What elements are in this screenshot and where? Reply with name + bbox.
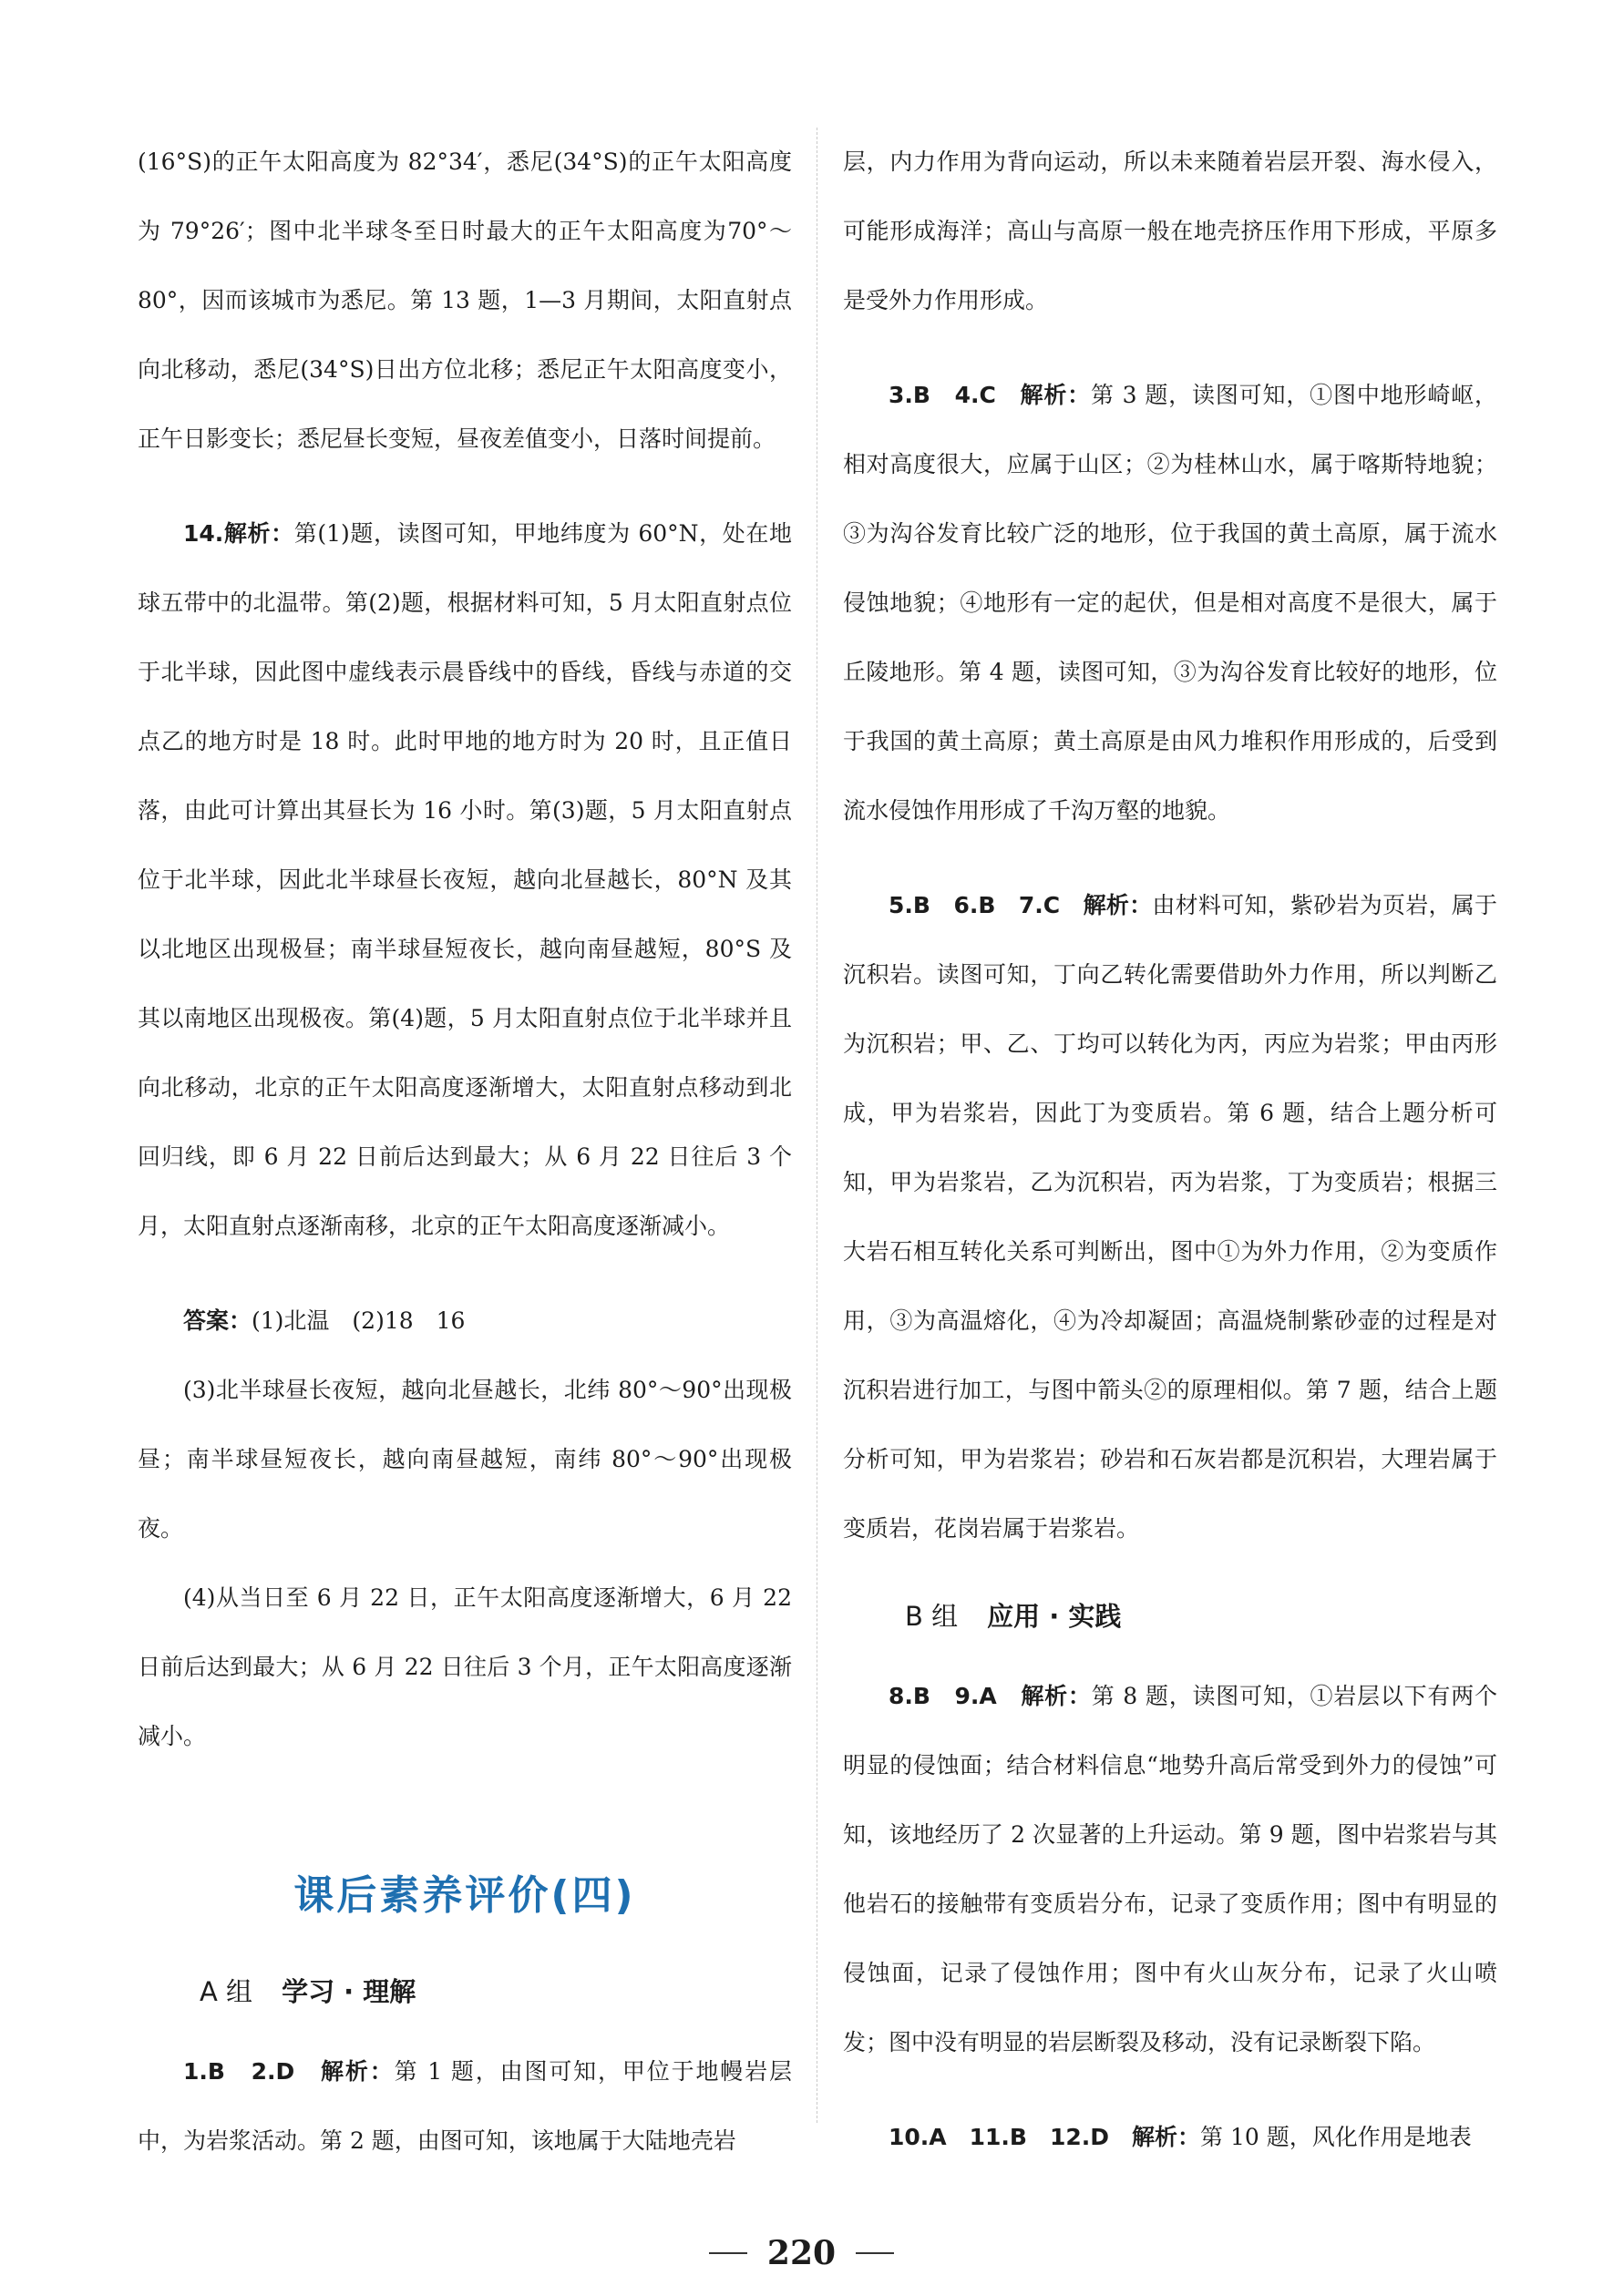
answer-label: 10.A 11.B 12.D 解析： bbox=[889, 2124, 1201, 2150]
answer-label: 8.B 9.A 解析： bbox=[889, 1683, 1092, 1709]
answer-item-3 bbox=[843, 361, 1497, 846]
answer-label: 3.B 4.C 解析： bbox=[889, 382, 1092, 408]
answer-key-text: (1)北温 (2)18 16 bbox=[252, 1307, 466, 1334]
group-label: A 组 bbox=[200, 1976, 253, 2007]
answer-part-3: (3)北半球昼长夜短，越向北昼越长，北纬 80°～90°出现极昼；南半球昼短夜长，越向南昼越短，南纬 80°～90°出现极夜。 bbox=[138, 1377, 792, 1542]
answer-part-4: (4)从当日至 6 月 22 日，正午太阳高度逐渐增大，6 月 22 日前后达到最大；从 6 月 22 日往后 3 个月，正午太阳高度逐渐减小。 bbox=[138, 1584, 792, 1749]
answer-label: 1.B 2.D 解析： bbox=[183, 2058, 395, 2085]
page-footer bbox=[0, 2234, 1603, 2272]
group-title: 学习 · 理解 bbox=[282, 1976, 416, 2007]
answer-item-8 bbox=[843, 1662, 1497, 2077]
answer-item-10 bbox=[843, 2103, 1497, 2172]
paragraph-continued: (16°S)的正午太阳高度为 82°34′，悉尼(34°S)的正午太阳高度为 79°26′；图中北半球冬至日时最大的正午太阳高度为70°～80°，因而该城市为悉尼。第 13 题，1—3 月期间，太阳直射点向北移动，悉尼(34°S)日出方位北移；悉尼正午太阳高度变小，正午日影变长；悉尼昼长变短，昼夜差值变小，日落时间提前。 bbox=[138, 149, 792, 452]
section-title: 课后素养评价(四) bbox=[293, 1872, 636, 1919]
answer-item-5 bbox=[843, 871, 1497, 1563]
footer-dash-right bbox=[856, 2252, 894, 2254]
page-number: 220 bbox=[766, 2234, 837, 2272]
answer-item-1 bbox=[138, 2037, 792, 2176]
group-title: 应用 · 实践 bbox=[987, 1601, 1122, 1632]
group-heading-b bbox=[905, 1589, 1497, 1644]
answer-explanation: 第 1 题，由图可知，甲位于地幔岩层中，为岩浆活动。第 2 题，由图可知，该地属于大陆地壳岩 bbox=[138, 2058, 792, 2154]
answer-explanation: 第 10 题，风化作用是地表 bbox=[1200, 2124, 1472, 2150]
answer-label: 14.解析： bbox=[183, 520, 294, 547]
footer-dash-left bbox=[709, 2252, 747, 2254]
right-column bbox=[843, 128, 1497, 2172]
answer-explanation: 由材料可知，紫砂岩为页岩，属于沉积岩。读图可知，丁向乙转化需要借助外力作用，所以判断乙为沉积岩；甲、乙、丁均可以转化为丙，丙应为岩浆；甲由丙形成，甲为岩浆岩，因此丁为变质岩。第 6 题，结合上题分析可知，甲为岩浆岩，乙为沉积岩，丙为岩浆，丁为变质岩；根据三大岩石相互转化关系可判断出，图中①为外力作用，②为变质作用，③为高温熔化，④为冷却凝固；高温烧制紫砂壶的过程是对沉积岩进行加工，与图中箭头②的原理相似。第 7 题，结合上题分析可知，甲为岩浆岩；砂岩和石灰岩都是沉积岩，大理岩属于变质岩，花岗岩属于岩浆岩。 bbox=[843, 892, 1497, 1542]
answer-line bbox=[138, 1286, 792, 1356]
answer-item-14 bbox=[138, 499, 792, 1261]
answer-explanation: 第 8 题，读图可知，①岩层以下有两个明显的侵蚀面；结合材料信息“地势升高后常受到外力的侵蚀”可知，该地经历了 2 次显著的上升运动。第 9 题，图中岩浆岩与其他岩石的接触带有变质岩分布，记录了变质作用；图中有明显的侵蚀面，记录了侵蚀作用；图中有火山灰分布，记录了火山喷发；图中没有明显的岩层断裂及移动，没有记录断裂下陷。 bbox=[843, 1683, 1497, 2055]
answer-explanation: 第(1)题，读图可知，甲地纬度为 60°N，处在地球五带中的北温带。第(2)题，根据材料可知，5 月太阳直射点位于北半球，因此图中虚线表示晨昏线中的昏线，昏线与赤道的交点乙的地方时是 18 时。此时甲地的地方时为 20 时，且正值日落，由此可计算出其昼长为 16 小时。第(3)题，5 月太阳直射点位于北半球，因此北半球昼长夜短，越向北昼越长，80°N 及其以北地区出现极昼；南半球昼短夜长，越向南昼越短，80°S 及其以南地区出现极夜。第(4)题，5 月太阳直射点位于北半球并且向北移动，北京的正午太阳高度逐渐增大，太阳直射点移动到北回归线，即 6 月 22 日前后达到最大；从 6 月 22 日往后 3 个月，太阳直射点逐渐南移，北京的正午太阳高度逐渐减小。 bbox=[138, 520, 792, 1239]
answer-label: 5.B 6.B 7.C 解析： bbox=[889, 892, 1153, 918]
paragraph-continued: 层，内力作用为背向运动，所以未来随着岩层开裂、海水侵入，可能形成海洋；高山与高原一般在地壳挤压作用下形成，平原多是受外力作用形成。 bbox=[843, 149, 1497, 313]
group-heading-a bbox=[200, 1964, 792, 2019]
answer-key-label: 答案： bbox=[183, 1307, 252, 1334]
group-label: B 组 bbox=[905, 1601, 959, 1632]
answer-explanation: 第 3 题，读图可知，①图中地形崎岖，相对高度很大，应属于山区；②为桂林山水，属于喀斯特地貌；③为沟谷发育比较广泛的地形，位于我国的黄土高原，属于流水侵蚀地貌；④地形有一定的起伏，但是相对高度不是很大，属于丘陵地形。第 4 题，读图可知，③为沟谷发育比较好的地形，位于我国的黄土高原；黄土高原是由风力堆积作用形成的，后受到流水侵蚀作用形成了千沟万壑的地貌。 bbox=[843, 382, 1497, 824]
left-column bbox=[138, 128, 792, 2176]
